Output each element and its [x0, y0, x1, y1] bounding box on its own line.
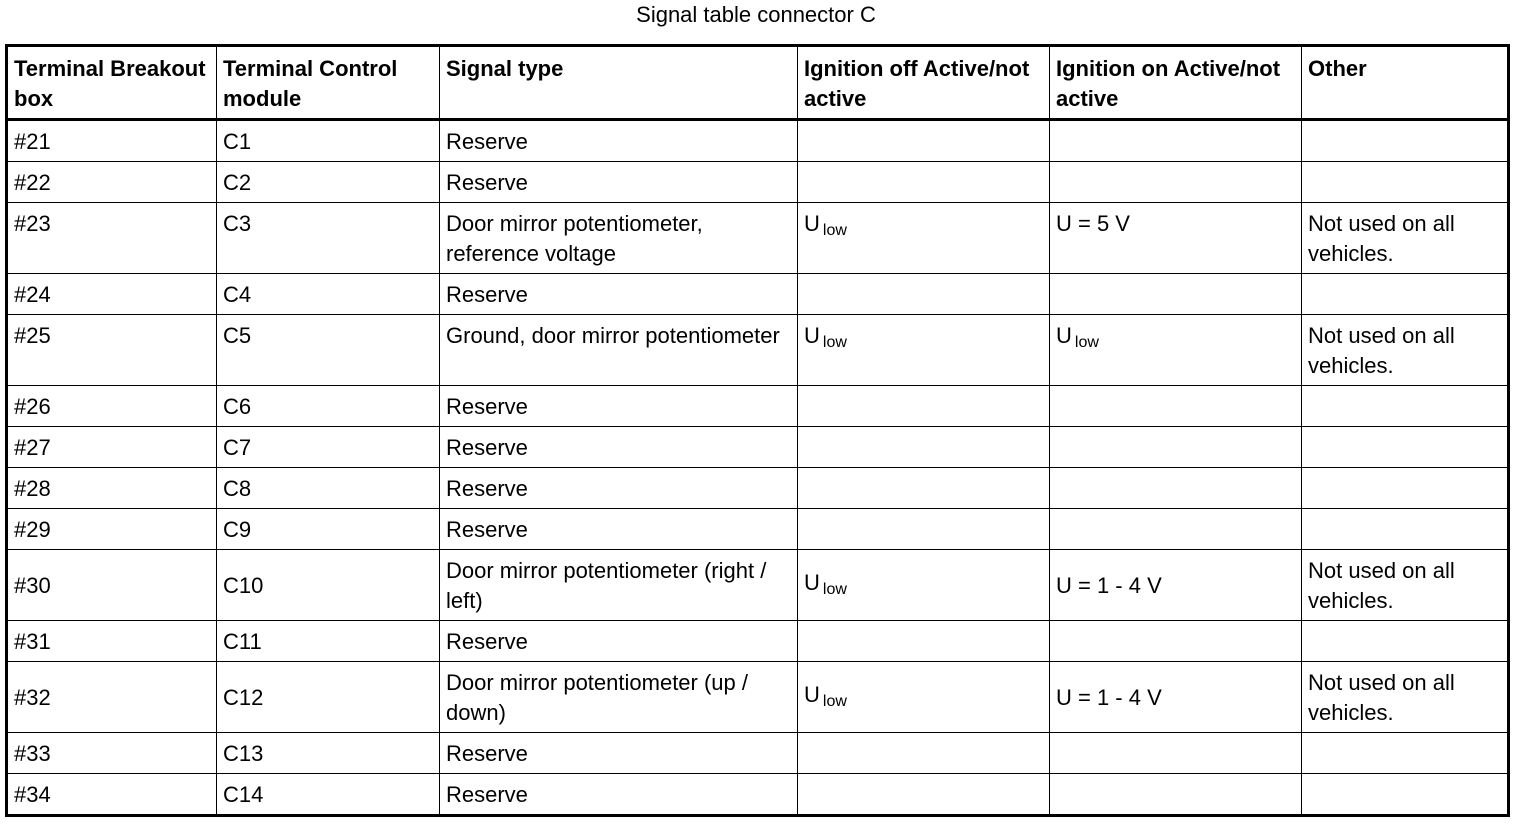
cell-signal-type	[440, 550, 798, 621]
cell-terminal-breakout	[7, 733, 217, 774]
cell-signal-type-text: Reserve	[446, 435, 528, 460]
cell-ignition-on	[1050, 203, 1302, 274]
cell-ignition-off	[798, 315, 1050, 386]
cell-ignition-on	[1050, 315, 1302, 386]
cell-terminal-breakout-text: #21	[14, 129, 51, 154]
cell-signal-type	[440, 733, 798, 774]
cell-signal-type-text: Reserve	[446, 629, 528, 654]
cell-ignition-on	[1050, 774, 1302, 816]
cell-signal-type-text: Reserve	[446, 741, 528, 766]
table-row	[7, 315, 1509, 386]
cell-other-text: Not used on all vehicles.	[1308, 323, 1455, 378]
cell-terminal-breakout	[7, 315, 217, 386]
header-terminal-breakout-box: Terminal Breakout box	[7, 46, 217, 120]
cell-terminal-module-text: C7	[223, 435, 252, 460]
cell-terminal-breakout-text: #31	[14, 629, 51, 654]
cell-signal-type	[440, 468, 798, 509]
cell-terminal-module-text: C8	[223, 476, 252, 501]
cell-signal-type-text: Reserve	[446, 782, 528, 807]
cell-signal-type	[440, 662, 798, 733]
cell-ignition-off	[798, 509, 1050, 550]
voltage-symbol: U	[804, 323, 820, 348]
cell-ignition-on-text: U = 1 - 4 V	[1056, 685, 1162, 710]
header-signal-type: Signal type	[440, 46, 798, 120]
cell-other-text: Not used on all vehicles.	[1308, 558, 1455, 613]
cell-ignition-off	[798, 274, 1050, 315]
cell-terminal-breakout-text: #23	[14, 211, 51, 236]
cell-other-text: Not used on all vehicles.	[1308, 670, 1455, 725]
cell-ignition-off	[798, 203, 1050, 274]
cell-terminal-breakout	[7, 203, 217, 274]
voltage-symbol: U	[804, 569, 820, 595]
cell-other-text: Not used on all vehicles.	[1308, 211, 1455, 266]
cell-ignition-off	[798, 120, 1050, 162]
cell-ignition-on	[1050, 621, 1302, 662]
cell-signal-type-text: Door mirror potentiometer (right / left)	[446, 558, 767, 613]
cell-signal-type	[440, 315, 798, 386]
cell-terminal-module	[217, 120, 440, 162]
voltage-symbol: U	[1056, 323, 1072, 348]
cell-ignition-on-text: U = 1 - 4 V	[1056, 573, 1162, 598]
cell-signal-type	[440, 774, 798, 816]
cell-ignition-off	[798, 662, 1050, 733]
voltage-symbol: U	[804, 681, 820, 707]
voltage-symbol: U	[804, 211, 820, 236]
cell-ignition-on	[1050, 662, 1302, 733]
cell-terminal-module-text: C5	[223, 323, 252, 348]
cell-terminal-module	[217, 662, 440, 733]
cell-other	[1302, 120, 1509, 162]
cell-terminal-module-text: C6	[223, 394, 252, 419]
cell-terminal-breakout-text: #29	[14, 517, 51, 542]
signal-table	[5, 44, 1510, 817]
voltage-low-subscript: low	[822, 692, 847, 710]
table-row	[7, 120, 1509, 162]
table-row	[7, 621, 1509, 662]
cell-terminal-module	[217, 621, 440, 662]
cell-ignition-on	[1050, 427, 1302, 468]
cell-signal-type-text: Reserve	[446, 517, 528, 542]
cell-other	[1302, 662, 1509, 733]
cell-ignition-on	[1050, 550, 1302, 621]
cell-terminal-module	[217, 427, 440, 468]
cell-signal-type-text: Reserve	[446, 476, 528, 501]
table-row	[7, 774, 1509, 816]
cell-terminal-module-text: C11	[223, 629, 262, 654]
cell-signal-type	[440, 509, 798, 550]
cell-ignition-off	[798, 468, 1050, 509]
cell-terminal-module-text: C9	[223, 517, 252, 542]
cell-terminal-module	[217, 386, 440, 427]
cell-signal-type	[440, 162, 798, 203]
cell-terminal-module-text: C13	[223, 741, 264, 766]
cell-terminal-breakout	[7, 550, 217, 621]
cell-terminal-module	[217, 315, 440, 386]
cell-ignition-off	[798, 427, 1050, 468]
cell-other	[1302, 315, 1509, 386]
cell-terminal-breakout-text: #24	[14, 282, 51, 307]
cell-signal-type	[440, 120, 798, 162]
cell-other	[1302, 733, 1509, 774]
cell-terminal-module	[217, 509, 440, 550]
cell-other	[1302, 468, 1509, 509]
cell-ignition-on	[1050, 162, 1302, 203]
cell-terminal-breakout-text: #22	[14, 170, 51, 195]
cell-terminal-breakout	[7, 468, 217, 509]
table-row	[7, 427, 1509, 468]
table-row	[7, 386, 1509, 427]
cell-signal-type	[440, 621, 798, 662]
header-ignition-off: Ignition off Active/not active	[798, 46, 1050, 120]
cell-terminal-module	[217, 550, 440, 621]
voltage-low-subscript: low	[822, 580, 847, 598]
cell-other	[1302, 621, 1509, 662]
cell-ignition-off	[798, 550, 1050, 621]
cell-ignition-on-text: U = 5 V	[1056, 211, 1130, 236]
cell-terminal-breakout-text: #34	[14, 782, 51, 807]
cell-terminal-module-text: C14	[223, 782, 264, 807]
cell-terminal-breakout-text: #30	[14, 573, 51, 598]
cell-terminal-module	[217, 774, 440, 816]
cell-terminal-module-text: C4	[223, 282, 252, 307]
header-ignition-on: Ignition on Active/not active	[1050, 46, 1302, 120]
cell-terminal-breakout-text: #33	[14, 741, 51, 766]
cell-terminal-module-text: C1	[223, 129, 252, 154]
table-row	[7, 662, 1509, 733]
cell-terminal-breakout	[7, 386, 217, 427]
cell-signal-type	[440, 274, 798, 315]
table-row	[7, 550, 1509, 621]
cell-ignition-off	[798, 621, 1050, 662]
cell-terminal-breakout-text: #32	[14, 685, 51, 710]
table-row	[7, 733, 1509, 774]
cell-signal-type-text: Door mirror potentiometer, reference voltage	[446, 211, 703, 266]
cell-signal-type-text: Reserve	[446, 394, 528, 419]
cell-terminal-breakout	[7, 120, 217, 162]
cell-other	[1302, 550, 1509, 621]
table-body	[7, 120, 1509, 816]
cell-other	[1302, 203, 1509, 274]
cell-ignition-on	[1050, 120, 1302, 162]
table-row	[7, 203, 1509, 274]
cell-terminal-module	[217, 274, 440, 315]
table-row	[7, 274, 1509, 315]
cell-ignition-on	[1050, 509, 1302, 550]
table-row	[7, 162, 1509, 203]
cell-other	[1302, 509, 1509, 550]
cell-terminal-module	[217, 468, 440, 509]
cell-other	[1302, 386, 1509, 427]
voltage-low-subscript: low	[822, 222, 847, 239]
header-row	[7, 46, 1509, 120]
cell-other	[1302, 162, 1509, 203]
cell-terminal-module	[217, 733, 440, 774]
voltage-low-subscript: low	[822, 334, 847, 351]
cell-ignition-off	[798, 774, 1050, 816]
cell-signal-type-text: Reserve	[446, 282, 528, 307]
cell-terminal-breakout-text: #27	[14, 435, 51, 460]
cell-terminal-module	[217, 203, 440, 274]
cell-terminal-breakout-text: #26	[14, 394, 51, 419]
cell-other	[1302, 274, 1509, 315]
cell-signal-type	[440, 203, 798, 274]
cell-signal-type-text: Reserve	[446, 129, 528, 154]
cell-signal-type-text: Door mirror potentiometer (up / down)	[446, 670, 748, 725]
header-terminal-control-module: Terminal Control module	[217, 46, 440, 120]
cell-terminal-module-text: C2	[223, 170, 252, 195]
cell-terminal-breakout	[7, 621, 217, 662]
cell-ignition-on	[1050, 468, 1302, 509]
cell-terminal-breakout-text: #28	[14, 476, 51, 501]
cell-ignition-on	[1050, 386, 1302, 427]
cell-terminal-module-text: C12	[223, 685, 264, 710]
cell-terminal-breakout	[7, 162, 217, 203]
cell-ignition-off	[798, 733, 1050, 774]
table-row	[7, 468, 1509, 509]
table-row	[7, 509, 1509, 550]
cell-terminal-module-text: C3	[223, 211, 252, 236]
cell-signal-type	[440, 386, 798, 427]
cell-terminal-module-text: C10	[223, 573, 264, 598]
header-other: Other	[1302, 46, 1509, 120]
cell-terminal-breakout	[7, 774, 217, 816]
cell-ignition-on	[1050, 733, 1302, 774]
cell-terminal-breakout	[7, 662, 217, 733]
cell-terminal-breakout-text: #25	[14, 323, 51, 348]
cell-signal-type-text: Ground, door mirror potentiometer	[446, 323, 780, 348]
cell-other	[1302, 774, 1509, 816]
cell-other	[1302, 427, 1509, 468]
cell-terminal-breakout	[7, 274, 217, 315]
cell-ignition-on	[1050, 274, 1302, 315]
cell-terminal-module	[217, 162, 440, 203]
voltage-low-subscript: low	[1074, 334, 1099, 351]
cell-ignition-off	[798, 386, 1050, 427]
cell-terminal-breakout	[7, 509, 217, 550]
page-title: Signal table connector C	[636, 2, 876, 27]
cell-signal-type	[440, 427, 798, 468]
cell-signal-type-text: Reserve	[446, 170, 528, 195]
cell-ignition-off	[798, 162, 1050, 203]
cell-terminal-breakout	[7, 427, 217, 468]
